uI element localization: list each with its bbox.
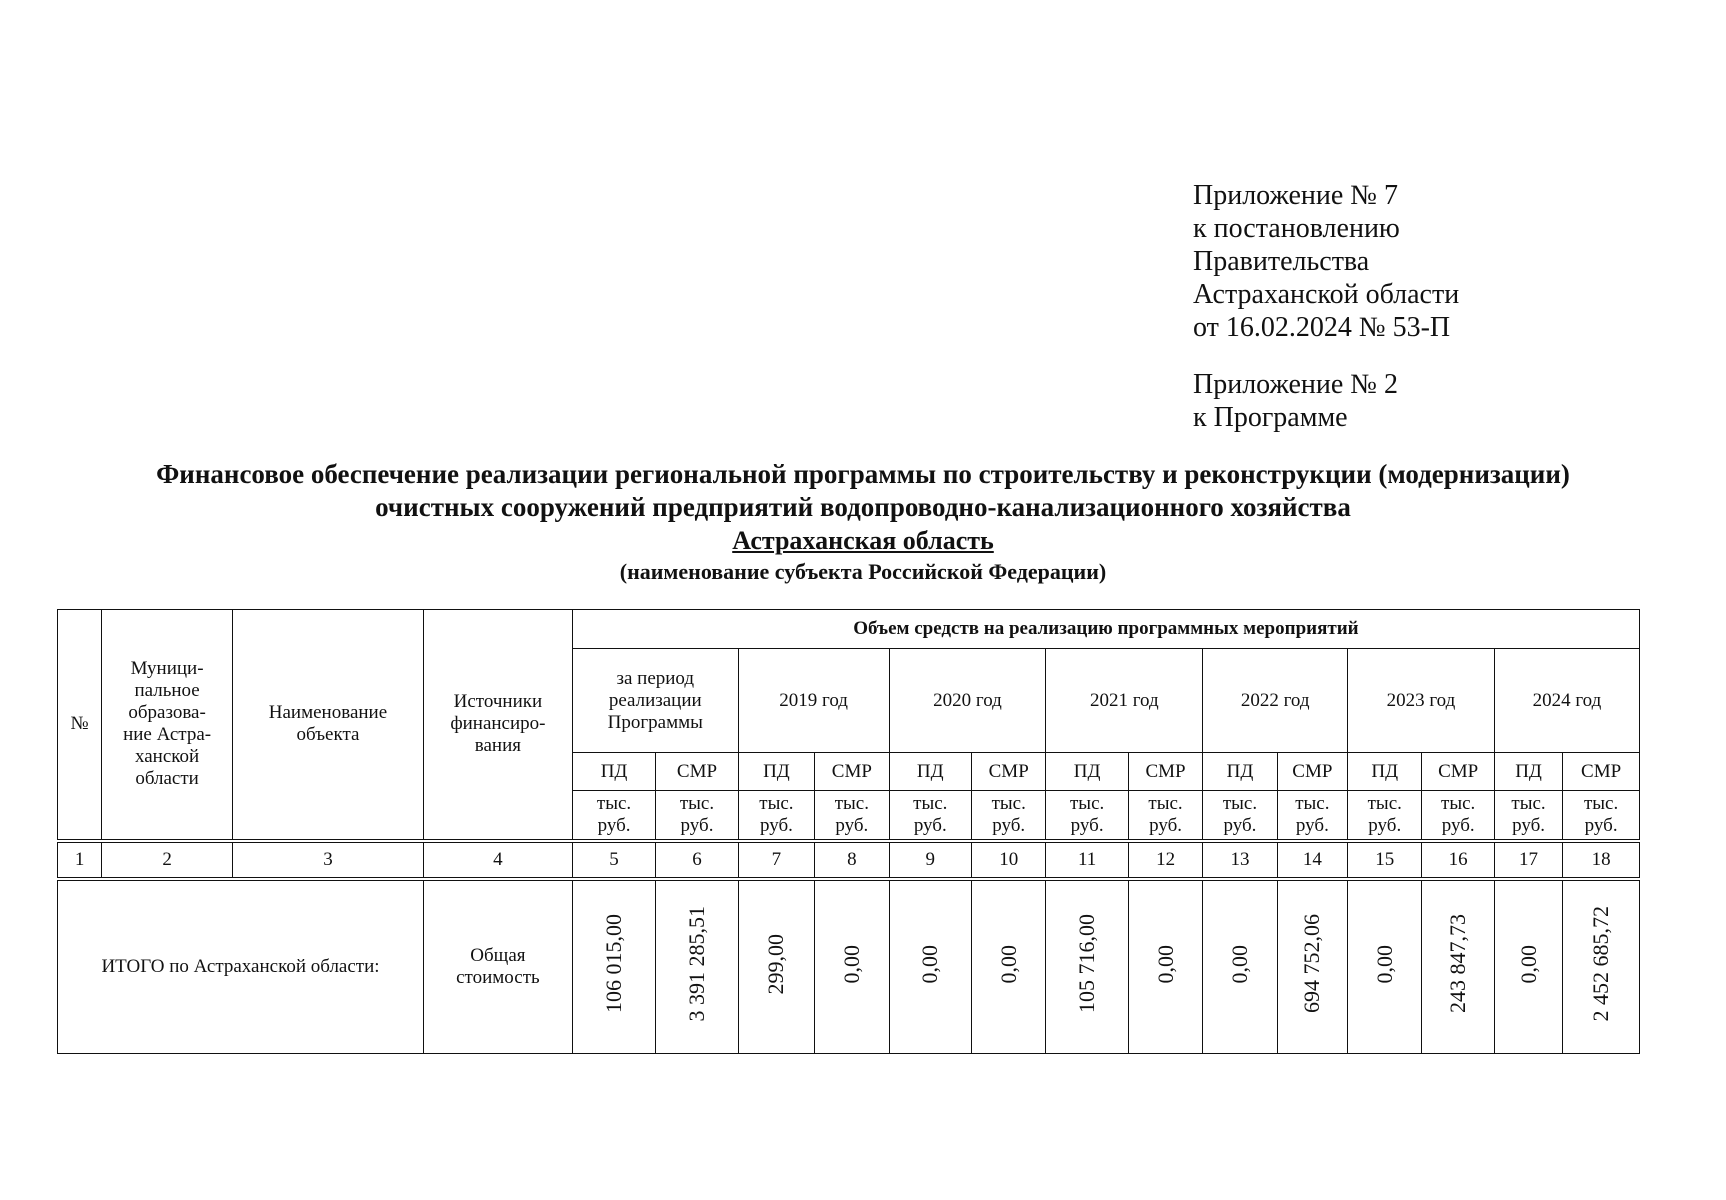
total-value: 0,00 (1371, 944, 1397, 983)
subject-caption: (наименование субъекта Российской Федерации) (619, 559, 1107, 584)
pd-header: ПД (1494, 753, 1562, 791)
unit-cell (889, 791, 971, 841)
subject-name: Астраханская область (732, 526, 994, 555)
unit-cell (1348, 791, 1422, 841)
column-number: 14 (1277, 841, 1347, 879)
smr-header: СМР (1422, 753, 1494, 791)
total-value: 105 716,00 (1074, 914, 1100, 1014)
unit-cell (572, 791, 655, 841)
column-number: 7 (738, 841, 814, 879)
column-number: 8 (815, 841, 889, 879)
unit-line-1: тыс. (1295, 792, 1330, 814)
document-title-block (0, 458, 1726, 586)
total-value-cell (656, 879, 738, 1054)
unit-cell (656, 791, 738, 841)
column-number: 12 (1128, 841, 1202, 879)
unit-line-1: тыс. (759, 792, 794, 814)
unit-cell (1494, 791, 1562, 841)
total-value-cell (1277, 879, 1347, 1054)
unit-line-2: руб. (1223, 814, 1257, 836)
total-value: 0,00 (1152, 944, 1178, 983)
appendix-7-line: от 16.02.2024 № 53-П (1193, 312, 1451, 343)
total-label: ИТОГО по Астраханской области: (58, 879, 424, 1054)
appendix-2-line: Приложение № 2 (1193, 369, 1398, 400)
header-year-2020: 2020 год (889, 649, 1046, 753)
total-value-cell (1348, 879, 1422, 1054)
header-sources: Источники финансиро- вания (424, 610, 573, 841)
smr-header: СМР (656, 753, 738, 791)
unit-cell (1563, 791, 1640, 841)
appendix-2-block (1193, 368, 1398, 434)
unit-line-2: руб. (1149, 814, 1183, 836)
total-value-cell (738, 879, 814, 1054)
document-title-line-1: Финансовое обеспечение реализации региональной программы по строительству и реконструкции (модернизации) (156, 459, 1570, 489)
unit-line-2: руб. (1441, 814, 1475, 836)
total-value-cell (1422, 879, 1494, 1054)
header-municipality: Муници- пальное образова- ние Астра- ханской области (102, 610, 233, 841)
unit-cell (815, 791, 889, 841)
unit-line-2: руб. (680, 814, 714, 836)
unit-line-2: руб. (1512, 814, 1545, 836)
header-year-2021: 2021 год (1046, 649, 1203, 753)
column-number: 13 (1203, 841, 1277, 879)
column-number-row (58, 841, 1640, 879)
column-number: 15 (1348, 841, 1422, 879)
total-value-cell (1494, 879, 1562, 1054)
pd-header: ПД (889, 753, 971, 791)
unit-cell (1277, 791, 1347, 841)
pd-header: ПД (1203, 753, 1277, 791)
financing-table (57, 609, 1640, 1054)
total-value: 243 847,73 (1445, 914, 1471, 1014)
smr-header: СМР (1563, 753, 1640, 791)
column-number: 2 (102, 841, 233, 879)
unit-line-2: руб. (992, 814, 1026, 836)
unit-line-1: тыс. (834, 792, 869, 814)
column-number: 5 (572, 841, 655, 879)
column-number: 1 (58, 841, 102, 879)
total-value-cell (1203, 879, 1277, 1054)
total-source: Общая стоимость (424, 879, 573, 1054)
total-value-cell (972, 879, 1046, 1054)
total-value: 0,00 (1515, 944, 1541, 983)
appendix-7-line: к постановлению (1193, 213, 1400, 244)
unit-cell (972, 791, 1046, 841)
unit-line-2: руб. (835, 814, 869, 836)
unit-line-1: тыс. (1367, 792, 1402, 814)
smr-header: СМР (1128, 753, 1202, 791)
total-value: 0,00 (838, 944, 864, 983)
unit-cell (1046, 791, 1128, 841)
column-number: 4 (424, 841, 573, 879)
unit-line-1: тыс. (1222, 792, 1258, 814)
smr-header: СМР (972, 753, 1046, 791)
header-year-2023: 2023 год (1348, 649, 1495, 753)
total-value: 2 452 685,72 (1588, 906, 1614, 1022)
pd-header: ПД (1348, 753, 1422, 791)
smr-header: СМР (1277, 753, 1347, 791)
unit-cell (1422, 791, 1494, 841)
column-number: 17 (1494, 841, 1562, 879)
unit-line-1: тыс. (1070, 792, 1105, 814)
unit-line-1: тыс. (1583, 792, 1619, 814)
header-object-name: Наименование объекта (232, 610, 423, 841)
total-row (58, 879, 1640, 1054)
pd-header: ПД (572, 753, 655, 791)
unit-cell (1128, 791, 1202, 841)
unit-line-2: руб. (759, 814, 793, 836)
appendix-7-block (1193, 179, 1459, 344)
pd-header: ПД (1046, 753, 1128, 791)
column-number: 3 (232, 841, 423, 879)
unit-line-1: тыс. (1511, 792, 1546, 814)
total-value-cell (1046, 879, 1128, 1054)
header-year-2022: 2022 год (1203, 649, 1348, 753)
unit-line-1: тыс. (679, 792, 715, 814)
unit-line-2: руб. (597, 814, 631, 836)
column-number: 10 (972, 841, 1046, 879)
total-value-cell (1128, 879, 1202, 1054)
unit-line-1: тыс. (991, 792, 1026, 814)
total-value: 0,00 (995, 944, 1021, 983)
appendix-7-line: Правительства (1193, 246, 1370, 277)
unit-line-1: тыс. (913, 792, 948, 814)
unit-cell (1203, 791, 1277, 841)
appendix-7-line: Приложение № 7 (1193, 180, 1398, 211)
total-value-cell (815, 879, 889, 1054)
appendix-7-line: Астраханской области (1193, 279, 1460, 310)
total-value: 0,00 (917, 944, 943, 983)
header-year-2019: 2019 год (738, 649, 889, 753)
total-value: 106 015,00 (601, 914, 627, 1014)
column-number: 6 (656, 841, 738, 879)
total-value: 694 752,06 (1299, 914, 1325, 1014)
unit-line-1: тыс. (1441, 792, 1476, 814)
total-value-cell (572, 879, 655, 1054)
unit-cell (738, 791, 814, 841)
smr-header: СМР (815, 753, 889, 791)
unit-line-1: тыс. (1148, 792, 1183, 814)
column-number: 16 (1422, 841, 1494, 879)
column-number: 11 (1046, 841, 1128, 879)
total-value-cell (1563, 879, 1640, 1054)
pd-header: ПД (738, 753, 814, 791)
unit-line-2: руб. (1295, 814, 1329, 836)
header-year-2024: 2024 год (1494, 649, 1639, 753)
unit-line-2: руб. (1368, 814, 1402, 836)
header-period-total: за период реализации Программы (572, 649, 738, 753)
unit-line-2: руб. (1070, 814, 1104, 836)
column-number: 9 (889, 841, 971, 879)
document-title-line-2: очистных сооружений предприятий водопроводно-канализационного хозяйства (375, 492, 1351, 522)
total-value: 299,00 (763, 933, 789, 994)
unit-line-2: руб. (1584, 814, 1618, 836)
unit-line-1: тыс. (596, 792, 632, 814)
total-value-cell (889, 879, 971, 1054)
unit-line-2: руб. (913, 814, 947, 836)
column-number: 18 (1563, 841, 1640, 879)
header-number: № (58, 610, 102, 841)
total-value: 0,00 (1226, 944, 1252, 983)
header-volume: Объем средств на реализацию программных мероприятий (572, 610, 1639, 649)
total-value: 3 391 285,51 (683, 906, 709, 1022)
appendix-2-line: к Программе (1193, 402, 1348, 433)
